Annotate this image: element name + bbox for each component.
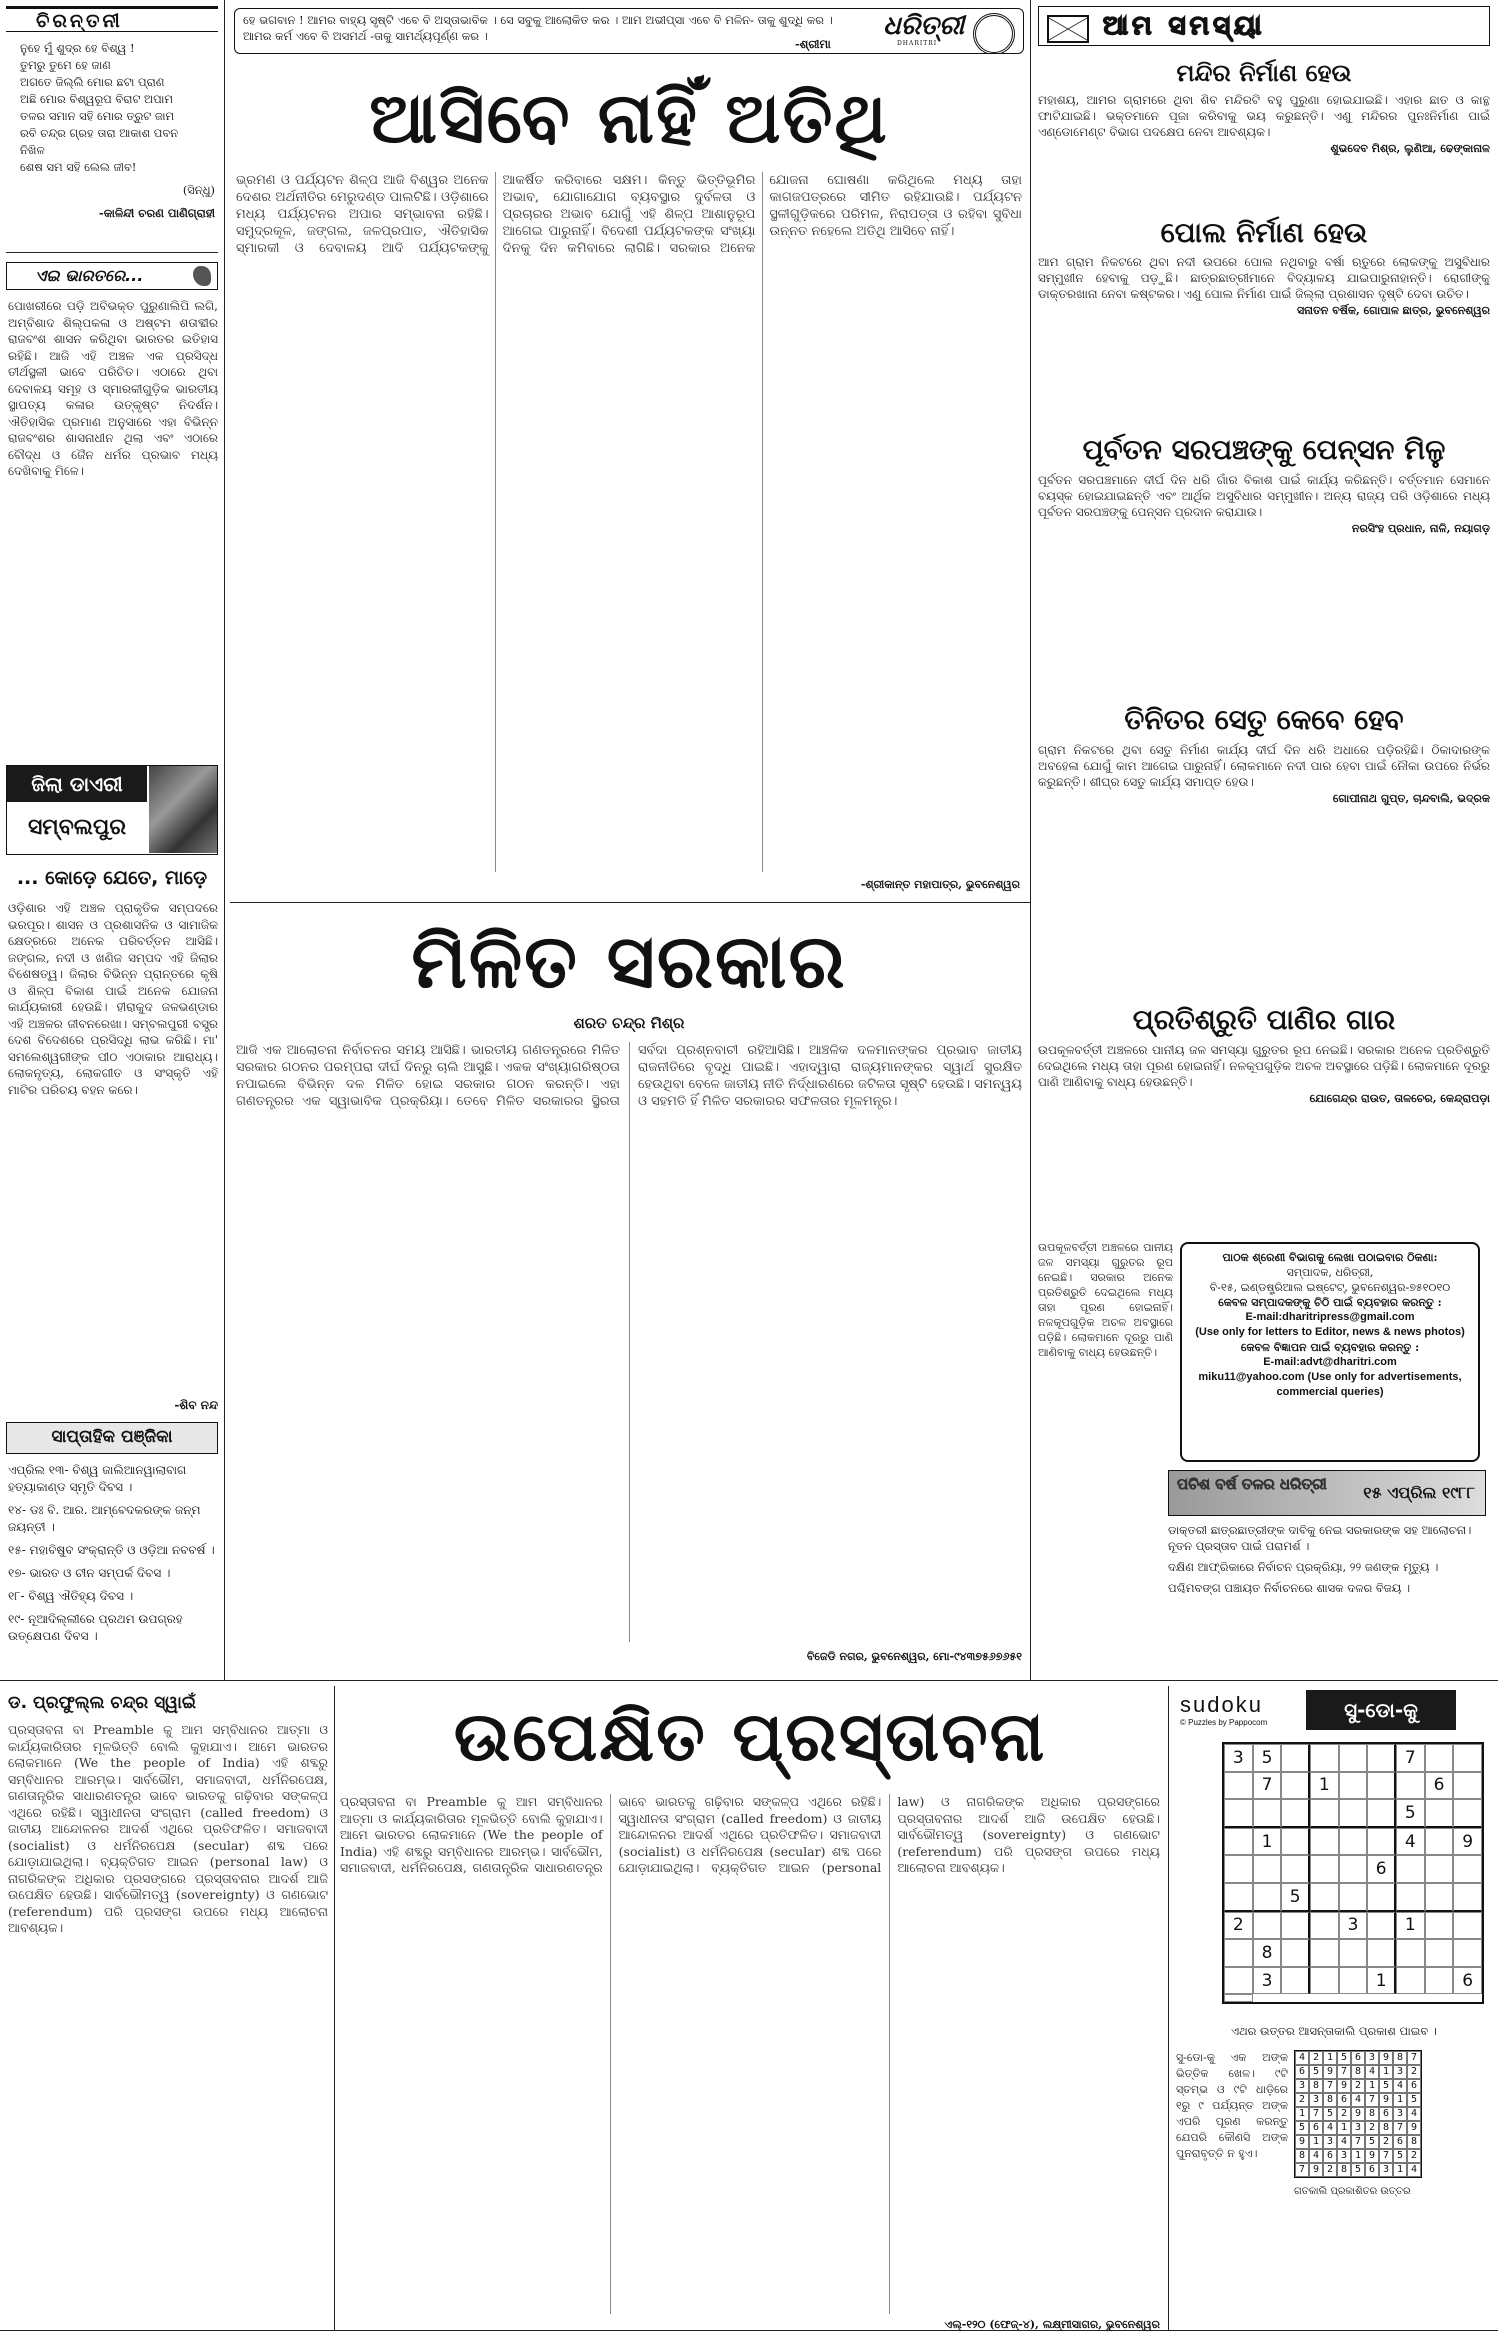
poem-source: (ସିନ୍ଧୁ) xyxy=(182,183,215,197)
letter-item xyxy=(1038,1000,1490,1230)
paper-name: ଧରିତ୍ରୀ xyxy=(883,11,965,41)
sudoku-cell[interactable] xyxy=(1453,1883,1482,1912)
article-author: ଡ. ପ୍ରଫୁଲ୍ଲ ଚନ୍ଦ୍ର ସ୍ୱାଇଁ xyxy=(8,1693,197,1713)
letter-sign: ଯୋଗେନ୍ଦ୍ର ରାଉତ, ତାଳଚେର, କେନ୍ଦ୍ରାପଡ଼ା xyxy=(1309,1092,1490,1105)
sudoku-credit: © Puzzles by Pappocom xyxy=(1180,1718,1268,1727)
solution-cell: 6 xyxy=(1323,2149,1337,2163)
saptahik-banner xyxy=(6,1422,218,1454)
solution-cell: 2 xyxy=(1295,2093,1309,2107)
article-author: ଶରତ ଚନ୍ଦ୍ର ମିଶ୍ର xyxy=(573,1014,685,1032)
sudoku-puzzle[interactable] xyxy=(1222,1742,1484,2004)
solution-cell: 9 xyxy=(1351,2107,1365,2121)
solution-cell: 2 xyxy=(1407,2149,1421,2163)
solution-cell: 4 xyxy=(1323,2121,1337,2135)
list-item: ୧୫- ମହାବିଷୁବ ସଂକ୍ରାନ୍ତି ଓ ଓଡ଼ିଆ ନବବର୍ଷ । xyxy=(8,1543,215,1557)
chakra-logo-icon xyxy=(973,13,1015,54)
solution-cell: 6 xyxy=(1295,2065,1309,2079)
kode-author: -ଶିବ ନନ୍ଦ xyxy=(174,1398,218,1412)
solution-cell: 2 xyxy=(1351,2079,1365,2093)
letter-item xyxy=(1038,56,1490,214)
sudoku-cell[interactable] xyxy=(1339,1883,1368,1912)
sudoku-cell[interactable] xyxy=(1281,1912,1310,1940)
article-credit: -ଶ୍ରୀକାନ୍ତ ମହାପାତ୍ର, ଭୁବନେଶ୍ୱର xyxy=(860,878,1020,891)
solution-cell: 8 xyxy=(1309,2079,1323,2093)
poem-line: ରବି ଚନ୍ଦ୍ର ଗ୍ରହ ତାରା ଆକାଶ ପବନ xyxy=(20,126,179,140)
sudoku-cell[interactable] xyxy=(1253,1912,1282,1940)
sudoku-cell[interactable] xyxy=(1396,1883,1425,1912)
sudoku-cell[interactable]: 7 xyxy=(1396,1744,1425,1772)
solution-cell: 8 xyxy=(1407,2135,1421,2149)
solution-cell: 8 xyxy=(1351,2065,1365,2079)
sudoku-cell[interactable] xyxy=(1367,1772,1396,1800)
letter-head: ମନ୍ଦିର ନିର୍ମାଣ ହେଉ xyxy=(1176,59,1352,87)
envelope-icon xyxy=(1047,15,1089,43)
sudoku-cell[interactable]: 5 xyxy=(1396,1799,1425,1828)
sudoku-cell[interactable] xyxy=(1396,1939,1425,1967)
sudoku-cell[interactable] xyxy=(1310,1967,1339,1995)
sudoku-cell[interactable]: 4 xyxy=(1396,1828,1425,1856)
solution-cell: 3 xyxy=(1393,2107,1407,2121)
letter-head: ପୋଲ ନିର୍ମାଣ ହେଉ xyxy=(1160,216,1368,249)
solution-cell: 2 xyxy=(1379,2135,1393,2149)
ei-bharat-banner xyxy=(6,262,218,290)
sudoku-cell[interactable] xyxy=(1453,1772,1482,1800)
sudoku-cell[interactable] xyxy=(1453,1799,1482,1828)
archive-banner xyxy=(1168,1470,1486,1516)
sudoku-cell[interactable] xyxy=(1310,1799,1339,1828)
poem-line: ତଳର ସମାନ ସହି ମୋର ତ୍ରୁଟ ଜାମ xyxy=(20,109,175,123)
sudoku-cell[interactable] xyxy=(1224,1883,1253,1912)
divider xyxy=(0,2330,1498,2331)
solution-cell: 3 xyxy=(1379,2163,1393,2177)
solution-cell: 3 xyxy=(1365,2051,1379,2065)
sudoku-cell[interactable] xyxy=(1367,1883,1396,1912)
solution-cell: 7 xyxy=(1379,2149,1393,2163)
notice-box xyxy=(1180,1242,1480,1462)
solution-cell: 7 xyxy=(1351,2135,1365,2149)
sudoku-cell[interactable] xyxy=(1396,1967,1425,1995)
article-body: ଆଜି ଏକ ଆଲୋଚନା ନିର୍ବାଚନର ସମୟ ଆସିଛି। ଭାରତୀୟ ଗଣତନ୍ତ୍ରରେ ମିଳିତ ସରକାର ଗଠନର ପରମ୍ପରା ଦୀର୍ଘ ଦିନରୁ ଚାଲି ଆସୁଛି। ଏକକ ସଂଖ୍ୟାଗରିଷ୍ଠତା ନପାଇଲେ ବିଭିନ୍ନ ଦଳ ମିଳିତ ହୋଇ ସରକାର ଗଠନ କରନ୍ତି। ଏହା ଗଣତନ୍ତ୍ରର ଏକ ସ୍ୱାଭାବିକ ପ୍ରକ୍ରିୟା। ତେବେ ମିଳିତ ସରକାରର ସ୍ଥିରତା ସର୍ବଦା ପ୍ରଶ୍ନବାଚୀ ରହିଆସିଛି। ଆଞ୍ଚଳିକ ଦଳମାନଙ୍କର ପ୍ରଭାବ ଜାତୀୟ ରାଜନୀତିରେ ବୃଦ୍ଧି ପାଇଛି। ଏହାଦ୍ୱାରା ରାଜ୍ୟମାନଙ୍କର ସ୍ୱାର୍ଥ ସୁରକ୍ଷିତ ହେଉଥିବା ବେଳେ ଜାତୀୟ ନୀତି ନିର୍ଦ୍ଧାରଣରେ ଜଟିଳତା ସୃଷ୍ଟି ହେଉଛି। ସମନ୍ୱୟ ଓ ସହମତି ହିଁ ମିଳିତ ସରକାରର ସଫଳତାର ମୂଳମନ୍ତ୍ର। xyxy=(236,1043,1022,1109)
solution-cell: 1 xyxy=(1309,2135,1323,2149)
solution-cell: 3 xyxy=(1323,2135,1337,2149)
sudoku-cell[interactable]: 1 xyxy=(1310,1772,1339,1800)
solution-cell: 7 xyxy=(1323,2079,1337,2093)
right-filler-text: ଉପକୂଳବର୍ତ୍ତୀ ଅଞ୍ଚଳରେ ପାନୀୟ ଜଳ ସମସ୍ୟା ଗୁରୁତର ରୂପ ନେଇଛି। ସରକାର ଅନେକ ପ୍ରତିଶ୍ରୁତି ଦେଇଥିଲେ ମଧ୍ୟ ତାହା ପୂରଣ ହୋଇନାହିଁ। ନଳକୂପଗୁଡ଼ିକ ଅଚଳ ଅବସ୍ଥାରେ ପଡ଼ିଛି। ଲୋକମାନେ ଦୂରରୁ ପାଣି ଆଣିବାକୁ ବାଧ୍ୟ ହେଉଛନ୍ତି। xyxy=(1038,1241,1173,1359)
solution-cell: 6 xyxy=(1393,2135,1407,2149)
letter-sign: ନରସିଂହ ପ୍ରଧାନ, ନାଳି, ନୟାଗଡ଼ xyxy=(1351,522,1490,535)
sudoku-cell[interactable]: 8 xyxy=(1253,1939,1282,1967)
sudoku-cell[interactable] xyxy=(1310,1883,1339,1912)
sudoku-cell[interactable]: 1 xyxy=(1253,1828,1282,1856)
sudoku-cell[interactable]: 6 xyxy=(1453,1967,1482,1995)
sudoku-cell[interactable]: 3 xyxy=(1224,1744,1253,1772)
sudoku-cell[interactable] xyxy=(1339,1799,1368,1828)
solution-cell: 1 xyxy=(1379,2065,1393,2079)
sudoku-cell[interactable] xyxy=(1224,1799,1253,1828)
sudoku-cell[interactable] xyxy=(1253,1855,1282,1883)
solution-cell: 5 xyxy=(1379,2079,1393,2093)
sudoku-cell[interactable] xyxy=(1425,1855,1454,1883)
solution-cell: 9 xyxy=(1407,2121,1421,2135)
poem-line: ଅଗତେ ଜିଲ୍ଲି ମୋର ଛଟା ପ୍ରାଣ xyxy=(20,75,165,89)
solution-cell: 5 xyxy=(1295,2121,1309,2135)
zilla-label: ଜିଲା ଡାଏରୀ xyxy=(7,766,147,802)
solution-cell: 7 xyxy=(1337,2065,1351,2079)
list-item: ପଶ୍ଚିମବଙ୍ଗ ପଞ୍ଚାୟତ ନିର୍ବାଚନରେ ଶାସକ ଦଳର ବିଜୟ । xyxy=(1168,1581,1411,1595)
list-item: ୧୮- ବିଶ୍ୱ ଐତିହ୍ୟ ଦିବସ । xyxy=(8,1589,134,1603)
notice-email[interactable]: E-mail:dharitripress@gmail.com xyxy=(1245,1311,1415,1323)
sudoku-cell[interactable] xyxy=(1339,1744,1368,1772)
sudoku-cell[interactable]: 3 xyxy=(1253,1967,1282,1995)
quote-author: -ଶ୍ରୀମା xyxy=(795,37,831,51)
sudoku-cell[interactable]: 1 xyxy=(1367,1967,1396,1995)
solution-cell: 4 xyxy=(1365,2065,1379,2079)
ei-bharat-text: ପୋଖରୀରେ ପଡ଼ି ଅବିଭକ୍ତ ପୁରୁଣାଲିପି ଲଗି, ଅମ୍ବିଶାଦ ଶିଲ୍ପକଳା ଓ ଅଷ୍ଟମ ଶତାବ୍ଦୀର ରାଜବଂଶ ଶାସନ କରିଥିବା ଭାରତର ଇତିହାସ ରହିଛି। ଆଜି ଏହି ଅଞ୍ଚଳ ଏକ ପ୍ରସିଦ୍ଧ ତୀର୍ଥସ୍ଥଳୀ ଭାବେ ପରିଚିତ। ଏଠାରେ ଥିବା ଦେବାଳୟ ସମୂହ ଓ ସ୍ମାରକୀଗୁଡ଼ିକ ଭାରତୀୟ ସ୍ଥାପତ୍ୟ କଳାର ଉତ୍କୃଷ୍ଟ ନିଦର୍ଶନ। ଐତିହାସିକ ପ୍ରମାଣ ଅନୁସାରେ ଏହା ବିଭିନ୍ନ ରାଜବଂଶର ଶାସନାଧୀନ ଥିଲା ଏବଂ ଏଠାରେ ବୌଦ୍ଧ ଓ ଜୈନ ଧର୍ମର ପ୍ରଭାବ ମଧ୍ୟ ଦେଖିବାକୁ ମିଳେ। xyxy=(8,299,218,478)
sudoku-cell[interactable] xyxy=(1367,1828,1396,1856)
solution-cell: 1 xyxy=(1393,2163,1407,2177)
list-item: ଏପ୍ରିଲ ୧୩- ବିଶ୍ୱ ଜାଲିଆନୱାଲାବାଗ ହତ୍ୟାକାଣ୍ଡ ସ୍ମୃତି ଦିବସ । xyxy=(8,1463,187,1494)
sudoku-cell[interactable] xyxy=(1224,1967,1253,1995)
kode-head: ... କୋଡ଼େ ଯେତେ, ମାଡ଼େ xyxy=(16,867,208,889)
sudoku-cell[interactable]: 6 xyxy=(1367,1855,1396,1883)
sudoku-cell[interactable] xyxy=(1453,1855,1482,1883)
solution-cell: 8 xyxy=(1365,2107,1379,2121)
column-divider xyxy=(1168,1686,1169,2331)
divider xyxy=(230,902,1030,903)
poem-line: ଶେଷ ସମ ସହି ଲେଲ ଜୀବ! xyxy=(20,160,137,174)
sudoku-cell[interactable] xyxy=(1339,1828,1368,1856)
sudoku-cell[interactable] xyxy=(1281,1744,1310,1772)
solution-cell: 4 xyxy=(1309,2149,1323,2163)
sudoku-cell[interactable] xyxy=(1339,1772,1368,1800)
article-headline: ଆସିବେ ନାହିଁ ଅତିଥି xyxy=(369,77,889,159)
solution-cell: 8 xyxy=(1295,2149,1309,2163)
sudoku-cell[interactable] xyxy=(1281,1828,1310,1856)
solution-cell: 1 xyxy=(1393,2093,1407,2107)
sudoku-cell[interactable] xyxy=(1367,1939,1396,1967)
article-body: ଭ୍ରମଣ ଓ ପର୍ଯ୍ୟଟନ ଶିଳ୍ପ ଆଜି ବିଶ୍ୱର ଅନେକ ଦେଶର ଅର୍ଥନୀତିର ମେରୁଦଣ୍ଡ ପାଲଟିଛି। ଓଡ଼ିଶାରେ ମଧ୍ୟ ପର୍ଯ୍ୟଟନର ଅପାର ସମ୍ଭାବନା ରହିଛି। ସମୁଦ୍ରକୂଳ, ଜଙ୍ଗଲ, ଜଳପ୍ରପାତ, ଐତିହାସିକ ସ୍ମାରକୀ ଓ ଦେବାଳୟ ଆଦି ପର୍ଯ୍ୟଟକଙ୍କୁ ଆକର୍ଷିତ କରିବାରେ ସକ୍ଷମ। କିନ୍ତୁ ଭିତ୍ତିଭୂମିର ଅଭାବ, ଯୋଗାଯୋଗ ବ୍ୟବସ୍ଥାର ଦୁର୍ବଳତା ଓ ପ୍ରଚାରର ଅଭାବ ଯୋଗୁଁ ଏହି ଶିଳ୍ପ ଆଶାନୁରୂପ ଆଗେଇ ପାରୁନାହିଁ। ବିଦେଶୀ ପର୍ଯ୍ୟଟକଙ୍କ ସଂଖ୍ୟା ଦିନକୁ ଦିନ କମିବାରେ ଲାଗିଛି। ସରକାର ଅନେକ ଯୋଜନା ଘୋଷଣା କରିଥିଲେ ମଧ୍ୟ ତାହା କାଗଜପତ୍ରରେ ସୀମିତ ରହିଯାଉଛି। ପର୍ଯ୍ୟଟନ ସ୍ଥଳୀଗୁଡ଼ିକରେ ପରିମଳ, ନିରାପତ୍ତା ଓ ରହିବା ସୁବିଧା ଉନ୍ନତ ନହେଲେ ଅତିଥି ଆସିବେ ନାହିଁ। xyxy=(236,173,1022,256)
solution-cell: 5 xyxy=(1323,2107,1337,2121)
solution-label: ଗତକାଲି ପ୍ରକାଶିତର ଉତ୍ତର xyxy=(1294,2186,1411,2197)
india-map-icon xyxy=(193,266,211,286)
solution-cell: 2 xyxy=(1337,2107,1351,2121)
solution-cell: 8 xyxy=(1323,2093,1337,2107)
solution-cell: 9 xyxy=(1365,2149,1379,2163)
notice-line: ପାଠକ ଶ୍ରେଣୀ ବିଭାଗକୁ ଲେଖା ପଠାଇବାର ଠିକଣା: xyxy=(1222,1251,1438,1264)
sudoku-cell[interactable] xyxy=(1396,1855,1425,1883)
letter-text: ଗ୍ରାମ ନିକଟରେ ଥିବା ସେତୁ ନିର୍ମାଣ କାର୍ଯ୍ୟ ଦୀର୍ଘ ଦିନ ଧରି ଅଧାରେ ପଡ଼ିରହିଛି। ଠିକାଦାରଙ୍କ ଅବହେଳା ଯୋଗୁଁ କାମ ଆଗେଇ ପାରୁନାହିଁ। ଲୋକମାନେ ନଦୀ ପାର ହେବା ପାଇଁ ନୌକା ଉପରେ ନିର୍ଭର କରୁଛନ୍ତି। ଶୀଘ୍ର ସେତୁ କାର୍ଯ୍ୟ ସମାପ୍ତ ହେଉ। xyxy=(1038,743,1490,789)
sudoku-cell[interactable] xyxy=(1281,1799,1310,1828)
sudoku-cell[interactable] xyxy=(1281,1967,1310,1995)
sudoku-title: ସୁ-ଡୋ-କୁ xyxy=(1306,1690,1456,1730)
letter-head: ପ୍ରତିଶ୍ରୁତି ପାଣିର ଗାର xyxy=(1132,1003,1396,1036)
notice-line: ବି-୧୫, ଇଣ୍ଡଷ୍ଟ୍ରିଆଲ ଇଷ୍ଟେଟ୍, ଭୁବନେଶ୍ୱର-୭୫୧୦୧୦ xyxy=(1209,1281,1451,1294)
solution-cell: 6 xyxy=(1407,2079,1421,2093)
solution-cell: 6 xyxy=(1351,2051,1365,2065)
letter-sign: ସନାତନ ବର୍ଷିକ, ଗୋପାଳ ଛାତ୍ର, ଭୁବନେଶ୍ୱର xyxy=(1296,304,1490,317)
masthead-quote: ହେ ଭଗବାନ ! ଆମର ବାହ୍ୟ ସୃଷ୍ଟି ଏବେ ବି ଅସ୍ତାଭାବିକ । ସେ ସବୁକୁ ଆଲୋକିତ କର । ଆମ ଅଭୀପ୍ସା ଏବେ ବି ମଳିନ- ତାକୁ ଶୁଦ୍ଧି କର । ଆମର କର୍ମ ଏବେ ବି ଅସମର୍ଥ -ତାକୁ ସାମର୍ଥ୍ୟପୂର୍ଣ୍ଣ କର । xyxy=(243,13,833,43)
solution-cell: 5 xyxy=(1337,2051,1351,2065)
solution-cell: 6 xyxy=(1365,2163,1379,2177)
solution-cell: 5 xyxy=(1407,2093,1421,2107)
sudoku-cell[interactable]: 6 xyxy=(1425,1772,1454,1800)
solution-cell: 6 xyxy=(1337,2093,1351,2107)
column-divider xyxy=(334,1686,335,2331)
saptahik-list xyxy=(8,1462,218,1672)
sudoku-cell[interactable]: 5 xyxy=(1253,1744,1282,1772)
solution-cell: 9 xyxy=(1379,2051,1393,2065)
solution-cell: 1 xyxy=(1337,2121,1351,2135)
sudoku-cell[interactable]: 5 xyxy=(1281,1883,1310,1912)
letter-item xyxy=(1038,214,1490,414)
list-item: ୧୭- ଭାରତ ଓ ଚୀନ ସମ୍ପର୍କ ଦିବସ । xyxy=(8,1566,171,1580)
list-item: ଦକ୍ଷିଣ ଆଫ୍ରିକାରେ ନିର୍ବାଚନ ପ୍ରକ୍ରିୟା, ୨୨ ଜଣଙ୍କ ମୃତ୍ୟୁ । xyxy=(1168,1560,1439,1574)
list-item: ଡାକ୍ତରୀ ଛାତ୍ରଛାତ୍ରୀଙ୍କ ଦାବିକୁ ନେଇ ସରକାରଙ୍କ ସହ ଆଲୋଚନା। ନୂତନ ପ୍ରସ୍ତାବ ପାଇଁ ପରାମର୍ଶ । xyxy=(1168,1523,1472,1553)
solution-cell: 9 xyxy=(1323,2065,1337,2079)
solution-cell: 5 xyxy=(1365,2135,1379,2149)
solution-cell: 4 xyxy=(1407,2107,1421,2121)
section-title: ଆମ ସମସ୍ୟା xyxy=(1103,11,1266,41)
solution-cell: 7 xyxy=(1407,2051,1421,2065)
sudoku-brand: sudoku xyxy=(1180,1692,1263,1717)
letter-head: ପୂର୍ବତନ ସରପଞ୍ଚଙ୍କୁ ପେନ୍‌ସନ ମିଳୁ xyxy=(1082,433,1446,466)
solution-cell: 9 xyxy=(1295,2135,1309,2149)
poem-line: ତୁମରୁ ତୁମେ ହେ ଜାଣ xyxy=(20,58,111,72)
archive-list xyxy=(1168,1522,1486,1672)
solution-cell: 5 xyxy=(1309,2065,1323,2079)
sudoku-cell[interactable] xyxy=(1367,1912,1396,1940)
column-divider xyxy=(224,0,225,1680)
sudoku-caption: ଏଥର ଉତ୍ତର ଆସନ୍ତାକାଲି ପ୍ରକାଶ ପାଇବ । xyxy=(1230,2024,1437,2038)
divider xyxy=(0,1680,1498,1681)
solution-cell: 1 xyxy=(1351,2149,1365,2163)
list-item: ୧୪- ଡଃ ବି. ଆର. ଆମ୍ବେଦକରଙ୍କ ଜନ୍ମ ଜୟନ୍ତୀ । xyxy=(8,1503,201,1534)
solution-cell: 2 xyxy=(1309,2051,1323,2065)
solution-cell: 1 xyxy=(1295,2107,1309,2121)
letter-text: ଉପକୂଳବର୍ତ୍ତୀ ଅଞ୍ଚଳରେ ପାନୀୟ ଜଳ ସମସ୍ୟା ଗୁରୁତର ରୂପ ନେଇଛି। ସରକାର ଅନେକ ପ୍ରତିଶ୍ରୁତି ଦେଇଥିଲେ ମଧ୍ୟ ତାହା ପୂରଣ ହୋଇନାହିଁ। ନଳକୂପଗୁଡ଼ିକ ଅଚଳ ଅବସ୍ଥାରେ ପଡ଼ିଛି। ଲୋକମାନେ ଦୂରରୁ ପାଣି ଆଣିବାକୁ ବାଧ୍ୟ ହେଉଛନ୍ତି। xyxy=(1038,1043,1490,1089)
solution-cell: 8 xyxy=(1393,2051,1407,2065)
sudoku-cell[interactable] xyxy=(1339,1967,1368,1995)
solution-cell: 3 xyxy=(1295,2079,1309,2093)
solution-cell: 1 xyxy=(1323,2051,1337,2065)
solution-cell: 2 xyxy=(1365,2121,1379,2135)
letter-text: ପୂର୍ବତନ ସରପଞ୍ଚମାନେ ଦୀର୍ଘ ଦିନ ଧରି ଗାଁର ବିକାଶ ପାଇଁ କାର୍ଯ୍ୟ କରିଛନ୍ତି। ବର୍ତ୍ତମାନ ସେମାନେ ବୟସ୍କ ହୋଇଯାଇଛନ୍ତି ଏବଂ ଆର୍ଥିକ ଅସୁବିଧାର ସମ୍ମୁଖୀନ। ଅନ୍ୟ ରାଜ୍ୟ ପରି ଓଡ଼ିଶାରେ ମଧ୍ୟ ପୂର୍ବତନ ସରପଞ୍ଚଙ୍କୁ ପେନ୍‌ସନ ପ୍ରଦାନ କରାଯାଉ। xyxy=(1038,473,1490,519)
sudoku-cell[interactable] xyxy=(1367,1744,1396,1772)
chirantani-box xyxy=(6,6,218,32)
article-body: ପ୍ରସ୍ତାବନା ବା Preamble କୁ ଆମ ସମ୍ବିଧାନର ଆତ୍ମା ଓ କାର୍ଯ୍ୟକାରିତାର ମୂଳଭିତ୍ତି ବୋଲି କୁହାଯାଏ। ଆମେ ଭାରତର ଲୋକମାନେ (We the people of India) ଏହି ଶବ୍ଦରୁ ସମ୍ବିଧାନର ଆରମ୍ଭ। ସାର୍ବଭୌମ, ସମାଜବାଦୀ, ଧର୍ମନିରପେକ୍ଷ, ଗଣତାନ୍ତ୍ରିକ ସାଧାରଣତନ୍ତ୍ର ଭାବେ ଭାରତକୁ ଗଢ଼ିବାର ସଙ୍କଳ୍ପ ଏଥିରେ ରହିଛି। ସ୍ୱାଧୀନତା ସଂଗ୍ରାମ (called freedom) ଓ ଜାତୀୟ ଆନ୍ଦୋଳନର ଆଦର୍ଶ ଏଥିରେ ପ୍ରତିଫଳିତ। ସମାଜବାଦୀ (socialist) ଓ ଧର୍ମନିରପେକ୍ଷ (secular) ଶବ୍ଦ ପରେ ଯୋଡ଼ାଯାଇଥିଲା। ବ୍ୟକ୍ତିଗତ ଆଇନ (personal law) ଓ ନାଗରିକଙ୍କ ଅଧିକାର ପ୍ରସଙ୍ଗରେ ପ୍ରସ୍ତାବନାର ଆଦର୍ଶ ଆଜି ଉପେକ୍ଷିତ ହେଉଛି। ସାର୍ବଭୌମତ୍ୱ (sovereignty) ଓ ଗଣଭୋଟ (referendum) ପରି ପ୍ରସଙ୍ଗ ଉପରେ ମଧ୍ୟ ଆଲୋଚନା ଆବଶ୍ୟକ। xyxy=(8,1722,328,1935)
sudoku-cell[interactable] xyxy=(1310,1828,1339,1856)
solution-cell: 9 xyxy=(1379,2093,1393,2107)
solution-cell: 7 xyxy=(1393,2121,1407,2135)
notice-line: କେବଳ ବିଜ୍ଞାପନ ପାଇଁ ବ୍ୟବହାର କରନ୍ତୁ : xyxy=(1240,1341,1420,1354)
solution-cell: 5 xyxy=(1393,2149,1407,2163)
zilla-name: ସମ୍ବଲପୁର xyxy=(27,815,127,840)
sudoku-cell[interactable] xyxy=(1224,1828,1253,1856)
solution-cell: 4 xyxy=(1393,2079,1407,2093)
solution-cell: 9 xyxy=(1337,2079,1351,2093)
letter-head: ତିନିତର ସେତୁ କେବେ ହେବ xyxy=(1124,703,1404,736)
chirantani-poem xyxy=(20,40,215,240)
solution-cell: 3 xyxy=(1337,2149,1351,2163)
sudoku-cell[interactable] xyxy=(1425,1744,1454,1772)
letter-text: ମହାଶୟ, ଆମର ଗ୍ରାମରେ ଥିବା ଶିବ ମନ୍ଦିରଟି ବହୁ ପୁରୁଣା ହୋଇଯାଇଛି। ଏହାର ଛାତ ଓ କାନ୍ଥ ଫାଟିଯାଇଛି। ଭକ୍ତମାନେ ପୂଜା କରିବାକୁ ଭୟ କରୁଛନ୍ତି। ଏଣୁ ମନ୍ଦିରର ପୁନଃନିର୍ମାଣ ପାଇଁ ଏଣ୍ଡୋମେଣ୍ଟ ବିଭାଗ ପଦକ୍ଷେପ ନେବା ଆବଶ୍ୟକ। xyxy=(1038,93,1490,139)
letter-text: ଆମ ଗ୍ରାମ ନିକଟରେ ଥିବା ନଦୀ ଉପରେ ପୋଲ ନଥିବାରୁ ବର୍ଷା ଋତୁରେ ଲୋକଙ୍କୁ ଅସୁବିଧାର ସମ୍ମୁଖୀନ ହେବାକୁ ପଡ଼ୁଛି। ଛାତ୍ରଛାତ୍ରୀମାନେ ବିଦ୍ୟାଳୟ ଯାଇପାରୁନାହାନ୍ତି। ରୋଗୀଙ୍କୁ ଡାକ୍ତରଖାନା ନେବା କଷ୍ଟକର। ଏଣୁ ପୋଲ ନିର୍ମାଣ ପାଇଁ ଜିଲ୍ଲା ପ୍ରଶାସନ ଦୃଷ୍ଟି ଦେବା ଉଚିତ। xyxy=(1038,255,1490,301)
saptahik-title: ସାପ୍ତାହିକ ପଞ୍ଜିକା xyxy=(51,1427,173,1447)
solution-cell: 4 xyxy=(1351,2093,1365,2107)
sudoku-cell[interactable] xyxy=(1224,1772,1253,1800)
poem-line: ଅଛି ମୋର ବିଶ୍ୱରୂପ ବିରାଟ ଅପାମ xyxy=(20,92,173,106)
sudoku-cell[interactable] xyxy=(1425,1883,1454,1912)
solution-cell: 7 xyxy=(1295,2163,1309,2177)
sudoku-cell[interactable] xyxy=(1425,1912,1454,1940)
sudoku-cell[interactable] xyxy=(1281,1855,1310,1883)
solution-cell: 9 xyxy=(1309,2163,1323,2177)
letter-item xyxy=(1038,700,1490,990)
sudoku-cell[interactable] xyxy=(1339,1939,1368,1967)
sudoku-cell[interactable] xyxy=(1425,1828,1454,1856)
solution-cell: 6 xyxy=(1309,2121,1323,2135)
article-credit: ଏଲ୍-୧୨୦ (ଫେଜ୍-୪), ଲକ୍ଷ୍ମୀସାଗର, ଭୁବନେଶ୍ୱର xyxy=(944,2318,1160,2331)
sudoku-cell[interactable] xyxy=(1253,1799,1282,1828)
archive-date: ୧୫ ଏପ୍ରିଲ ୧୯୮୮ xyxy=(1363,1483,1475,1502)
poem-line: ନୁହେ ମୁଁ ଶୁଦ୍ର ହେ ବିଶ୍ୱ ! xyxy=(20,41,135,55)
sudoku-rules: ସୁ-ଡୋ-କୁ ଏକ ଅଙ୍କ ଭିତ୍ତିକ ଖେଳ। ୯ଟି ସ୍ତମ୍ଭ ଓ ୯ଟି ଧାଡ଼ିରେ ୧ରୁ ୯ ପର୍ଯ୍ୟନ୍ତ ଅଙ୍କ ଏପରି ପୂରଣ କରନ୍ତୁ ଯେପରି କୌଣସି ଅଙ୍କ ପୁନରାବୃତ୍ତି ନ ହୁଏ। xyxy=(1176,2051,1288,2160)
sudoku-cell[interactable] xyxy=(1224,1939,1253,1967)
sudoku-header xyxy=(1176,1690,1492,1732)
sudoku-cell[interactable] xyxy=(1253,1883,1282,1912)
solution-cell: 8 xyxy=(1337,2163,1351,2177)
divider xyxy=(6,252,218,253)
notice-line: (Use only for letters to Editor, news & news photos) xyxy=(1195,1326,1465,1338)
solution-cell: 2 xyxy=(1407,2065,1421,2079)
sudoku-cell[interactable]: 3 xyxy=(1339,1912,1368,1940)
sudoku-cell[interactable] xyxy=(1310,1744,1339,1772)
article-headline: ଉପେକ୍ଷିତ ପ୍ରସ୍ତାବନା xyxy=(453,1698,1047,1777)
chirantani-title: ଚିରନ୍ତନୀ xyxy=(36,10,123,32)
sudoku-cell[interactable] xyxy=(1453,1744,1482,1772)
solution-cell: 4 xyxy=(1407,2163,1421,2177)
solution-cell: 3 xyxy=(1393,2065,1407,2079)
sudoku-solution xyxy=(1294,2050,1422,2178)
article-headline: ମିଳିତ ସରକାର xyxy=(411,919,847,1005)
solution-cell: 1 xyxy=(1365,2079,1379,2093)
sudoku-cell[interactable] xyxy=(1224,1994,1253,2002)
notice-email[interactable]: E-mail:advt@dharitri.com xyxy=(1263,1356,1397,1368)
letter-sign: ଗୋପୀନାଥ ଗୁପ୍ତ, ଚାନ୍ଦବାଲି, ଭଦ୍ରକ xyxy=(1332,792,1490,805)
sudoku-cell[interactable]: 9 xyxy=(1453,1828,1482,1856)
notice-line: ସମ୍ପାଦକ, ଧରିତ୍ରୀ, xyxy=(1286,1266,1374,1279)
solution-cell: 4 xyxy=(1295,2051,1309,2065)
solution-cell: 2 xyxy=(1323,2163,1337,2177)
sudoku-cell[interactable] xyxy=(1224,1855,1253,1883)
solution-cell: 5 xyxy=(1351,2163,1365,2177)
paper-sub: DHARITRI xyxy=(897,40,938,47)
solution-cell: 7 xyxy=(1309,2107,1323,2121)
sudoku-cell[interactable] xyxy=(1396,1772,1425,1800)
solution-cell: 7 xyxy=(1365,2093,1379,2107)
archive-label: ପଚିଶ ବର୍ଷ ତଳର ଧରିତ୍ରୀ xyxy=(1177,1475,1327,1493)
article-body: ପ୍ରସ୍ତାବନା ବା Preamble କୁ ଆମ ସମ୍ବିଧାନର ଆତ୍ମା ଓ କାର୍ଯ୍ୟକାରିତାର ମୂଳଭିତ୍ତି ବୋଲି କୁହାଯାଏ। ଆମେ ଭାରତର ଲୋକମାନେ (We the people of India) ଏହି ଶବ୍ଦରୁ ସମ୍ବିଧାନର ଆରମ୍ଭ। ସାର୍ବଭୌମ, ସମାଜବାଦୀ, ଧର୍ମନିରପେକ୍ଷ, ଗଣତାନ୍ତ୍ରିକ ସାଧାରଣତନ୍ତ୍ର ଭାବେ ଭାରତକୁ ଗଢ଼ିବାର ସଙ୍କଳ୍ପ ଏଥିରେ ରହିଛି। ସ୍ୱାଧୀନତା ସଂଗ୍ରାମ (called freedom) ଓ ଜାତୀୟ ଆନ୍ଦୋଳନର ଆଦର୍ଶ ଏଥିରେ ପ୍ରତିଫଳିତ। ସମାଜବାଦୀ (socialist) ଓ ଧର୍ମନିରପେକ୍ଷ (secular) ଶବ୍ଦ ପରେ ଯୋଡ଼ାଯାଇଥିଲା। ବ୍ୟକ୍ତିଗତ ଆଇନ (personal law) ଓ ନାଗରିକଙ୍କ ଅଧିକାର ପ୍ରସଙ୍ଗରେ ପ୍ରସ୍ତାବନାର ଆଦର୍ଶ ଆଜି ଉପେକ୍ଷିତ ହେଉଛି। ସାର୍ବଭୌମତ୍ୱ (sovereignty) ଓ ଗଣଭୋଟ (referendum) ପରି ପ୍ରସଙ୍ଗ ଉପରେ ମଧ୍ୟ ଆଲୋଚନା ଆବଶ୍ୟକ। xyxy=(340,1794,1160,1875)
masthead-quote-box xyxy=(234,8,1024,54)
sudoku-cell[interactable] xyxy=(1425,1799,1454,1828)
sudoku-cell[interactable] xyxy=(1453,1912,1482,1940)
solution-cell: 6 xyxy=(1379,2107,1393,2121)
sudoku-cell[interactable]: 1 xyxy=(1396,1912,1425,1940)
sudoku-cell[interactable]: 2 xyxy=(1224,1912,1253,1940)
sudoku-cell[interactable] xyxy=(1281,1772,1310,1800)
column-divider xyxy=(1030,0,1031,1680)
poem-line: ନିଖିଳ xyxy=(20,143,45,157)
sudoku-cell[interactable] xyxy=(1339,1855,1368,1883)
poem-author: -କାଳିନ୍ଦୀ ଚରଣ ପାଣିଗ୍ରାହୀ xyxy=(98,206,215,220)
kode-text: ଓଡ଼ିଶାର ଏହି ଅଞ୍ଚଳ ପ୍ରାକୃତିକ ସମ୍ପଦରେ ଭରପୂର। ଶାସନ ଓ ପ୍ରଶାସନିକ ଓ ସାମାଜିକ କ୍ଷେତ୍ରରେ ଅନେକ ପରିବର୍ତ୍ତନ ଆସିଛି। ଜଙ୍ଗଲ, ନଦୀ ଓ ଖଣିଜ ସମ୍ପଦ ଏହି ଜିଲାର ବିଶେଷତ୍ୱ। ଜିଲାର ବିଭିନ୍ନ ପ୍ରାନ୍ତରେ କୃଷି ଓ ଶିଳ୍ପ ବିକାଶ ପାଇଁ ଅନେକ ଯୋଜନା କାର୍ଯ୍ୟକାରୀ ହେଉଛି। ହୀରାକୁଦ ଜଳଭଣ୍ଡାର ଏହି ଅଞ୍ଚଳର ଜୀବନରେଖା। ସମ୍ବଲପୁରୀ ବସ୍ତ୍ର ଦେଶ ବିଦେଶରେ ପ୍ରସିଦ୍ଧି ଲାଭ କରିଛି। ମା' ସମଲେଶ୍ୱରୀଙ୍କ ପୀଠ ଏଠାକାର ଆରାଧ୍ୟ। ଲୋକନୃତ୍ୟ, ଲୋକଗୀତ ଓ ସଂସ୍କୃତି ଏହି ମାଟିର ପରିଚୟ ବହନ କରେ। xyxy=(8,901,218,1097)
sudoku-cell[interactable] xyxy=(1425,1939,1454,1967)
aama-samasya-banner xyxy=(1038,6,1490,46)
solution-cell: 4 xyxy=(1337,2135,1351,2149)
solution-cell: 3 xyxy=(1351,2121,1365,2135)
solution-cell: 3 xyxy=(1309,2093,1323,2107)
solution-cell: 8 xyxy=(1379,2121,1393,2135)
notice-line: miku11@yahoo.com (Use only for advertisements, commercial queries) xyxy=(1198,1371,1462,1398)
sudoku-cell[interactable] xyxy=(1310,1939,1339,1967)
sudoku-cell[interactable] xyxy=(1425,1967,1454,1995)
article-credit: ବିଜେଡି ନଗର, ଭୁବନେଶ୍ୱର, ମୋ-୯୪୩୭୫୬୭୬୫୧ xyxy=(806,1650,1022,1663)
zilla-photo xyxy=(149,766,217,853)
letter-item xyxy=(1038,430,1490,680)
sudoku-cell[interactable] xyxy=(1453,1939,1482,1967)
ei-bharat-title: ଏଇ ଭାରତରେ... xyxy=(35,266,144,285)
letter-sign: ଶୁଭଦେବ ମିଶ୍ର, ଲୁଣିଆ, ଢେଙ୍କାନାଳ xyxy=(1330,142,1490,155)
list-item: ୧୯- ନୂଆଦିଲ୍ଲୀରେ ପ୍ରଥମ ଉପଗ୍ରହ ଉତ୍କ୍ଷେପଣ ଦିବସ । xyxy=(8,1612,183,1643)
sudoku-cell[interactable]: 7 xyxy=(1253,1772,1282,1800)
sudoku-cell[interactable] xyxy=(1367,1799,1396,1828)
sudoku-cell[interactable] xyxy=(1310,1912,1339,1940)
sudoku-cell[interactable] xyxy=(1281,1939,1310,1967)
zilla-diary-banner xyxy=(6,765,218,855)
sudoku-cell[interactable] xyxy=(1310,1855,1339,1883)
notice-line: କେବଳ ସମ୍ପାଦକଙ୍କୁ ଚିଠି ପାଇଁ ବ୍ୟବହାର କରନ୍ତୁ : xyxy=(1218,1296,1442,1309)
